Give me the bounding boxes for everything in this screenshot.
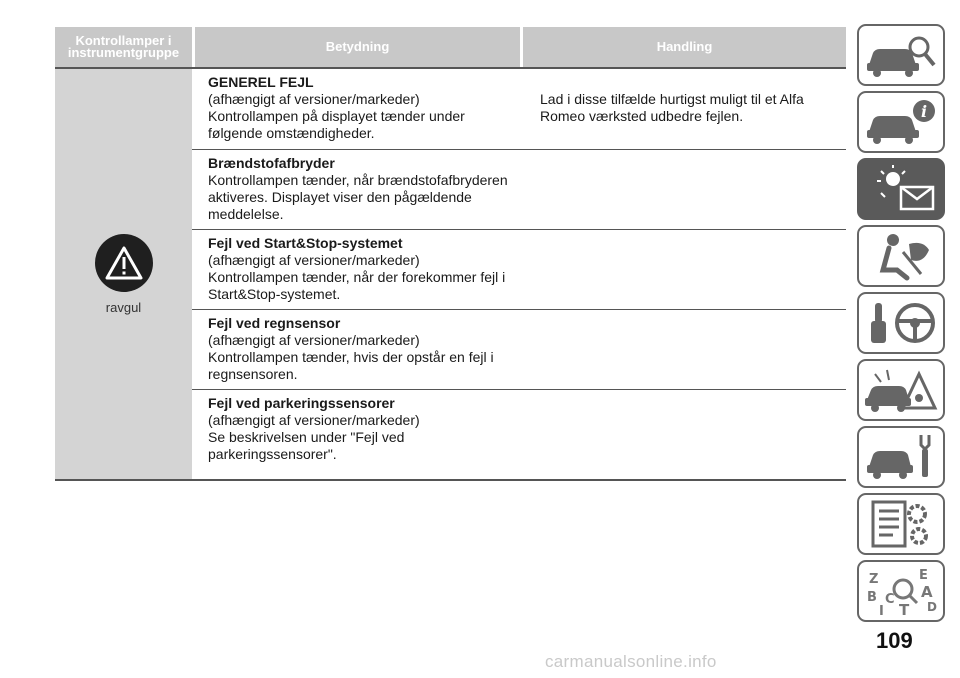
index-letter: Z (869, 572, 879, 587)
row-text: regnsensoren. (208, 366, 298, 382)
row-text: Kontrollampen tænder, hvis der opstår en fejl i (208, 349, 494, 365)
action-cell (529, 150, 846, 229)
table-body (55, 69, 846, 481)
tab-starting-driving[interactable] (857, 292, 945, 354)
index-letter: I (879, 604, 884, 617)
index-letter: A (921, 583, 933, 601)
meaning-cell (192, 150, 529, 229)
table-row (192, 310, 846, 390)
warning-lamp-message-icon (863, 163, 939, 215)
row-text: aktiveres. Displayet viser den pågældende (208, 189, 472, 205)
row-title: Brændstofafbryder (208, 155, 335, 171)
row-text: (afhængigt af versioner/markeder) (208, 332, 420, 348)
alphabetical-index-icon (863, 565, 939, 617)
action-cell (529, 310, 846, 389)
row-text: parkeringssensorer". (208, 446, 337, 462)
warning-triangle-icon (95, 234, 153, 292)
key-steering-wheel-icon (863, 297, 939, 349)
meaning-cell (192, 310, 529, 389)
lamp-cell (55, 69, 192, 481)
meaning-cell (192, 230, 529, 309)
tab-car-info[interactable] (857, 91, 945, 153)
header-lamp: Kontrollamper i instrumentgruppe (55, 27, 192, 67)
row-text: Kontrollampen tænder, når brændstofafbryderen (208, 172, 508, 188)
table-row (192, 230, 846, 310)
row-text: Kontrollampen på displayet tænder under (208, 108, 465, 124)
row-title: Fejl ved parkeringssensorer (208, 395, 395, 411)
header-meaning: Betydning (195, 27, 520, 67)
row-text: Start&Stop-systemet. (208, 286, 341, 302)
car-crash-warning-icon (863, 364, 939, 416)
row-title: Fejl ved Start&Stop-systemet (208, 235, 403, 251)
index-letter: T (899, 601, 910, 617)
row-title: Fejl ved regnsensor (208, 315, 341, 331)
watermark: carmanualsonline.info (545, 652, 717, 671)
action-cell (529, 390, 846, 479)
svg-text:i: i (920, 102, 928, 121)
tab-car-search[interactable] (857, 24, 945, 86)
header-action: Handling (523, 27, 846, 67)
specs-gear-icon (863, 498, 939, 550)
chapter-nav (857, 24, 949, 627)
meaning-cell (192, 390, 529, 479)
index-letter: B (867, 590, 877, 605)
action-cell (529, 69, 846, 149)
tab-safety[interactable] (857, 225, 945, 287)
table-row (192, 390, 846, 481)
action-text: Lad i disse tilfælde hurtigst muligt til et Alfa (540, 91, 804, 107)
index-letter: E (919, 568, 928, 583)
row-text: følgende omstændigheder. (208, 125, 375, 141)
car-search-icon (863, 29, 939, 81)
action-cell (529, 230, 846, 309)
table-rows (192, 69, 846, 481)
table-header (55, 27, 846, 69)
row-text: Kontrollampen tænder, når der forekommer fejl i (208, 269, 506, 285)
warning-lamp-table (55, 27, 846, 481)
tab-index[interactable] (857, 560, 945, 622)
row-title: GENEREL FEJL (208, 74, 314, 90)
index-letter: C (885, 592, 895, 607)
meaning-cell (192, 69, 529, 149)
row-text: Se beskrivelsen under "Fejl ved (208, 429, 405, 445)
tab-emergency[interactable] (857, 359, 945, 421)
lamp-color-label: ravgul (105, 299, 142, 315)
row-text: (afhængigt af versioner/markeder) (208, 412, 420, 428)
page-number: 109 (876, 628, 913, 653)
row-text: meddelelse. (208, 206, 284, 222)
action-text: Romeo værksted udbedre fejlen. (540, 108, 744, 124)
tab-maintenance[interactable] (857, 426, 945, 488)
index-letter: D (927, 600, 937, 614)
tab-warning-lamps[interactable] (857, 158, 945, 220)
airbag-seat-icon (863, 230, 939, 282)
row-text: (afhængigt af versioner/markeder) (208, 91, 420, 107)
car-info-icon (863, 96, 939, 148)
tab-technical-data[interactable] (857, 493, 945, 555)
table-row (192, 150, 846, 230)
row-text: (afhængigt af versioner/markeder) (208, 252, 420, 268)
car-wrench-icon (863, 431, 939, 483)
table-row (192, 69, 846, 150)
